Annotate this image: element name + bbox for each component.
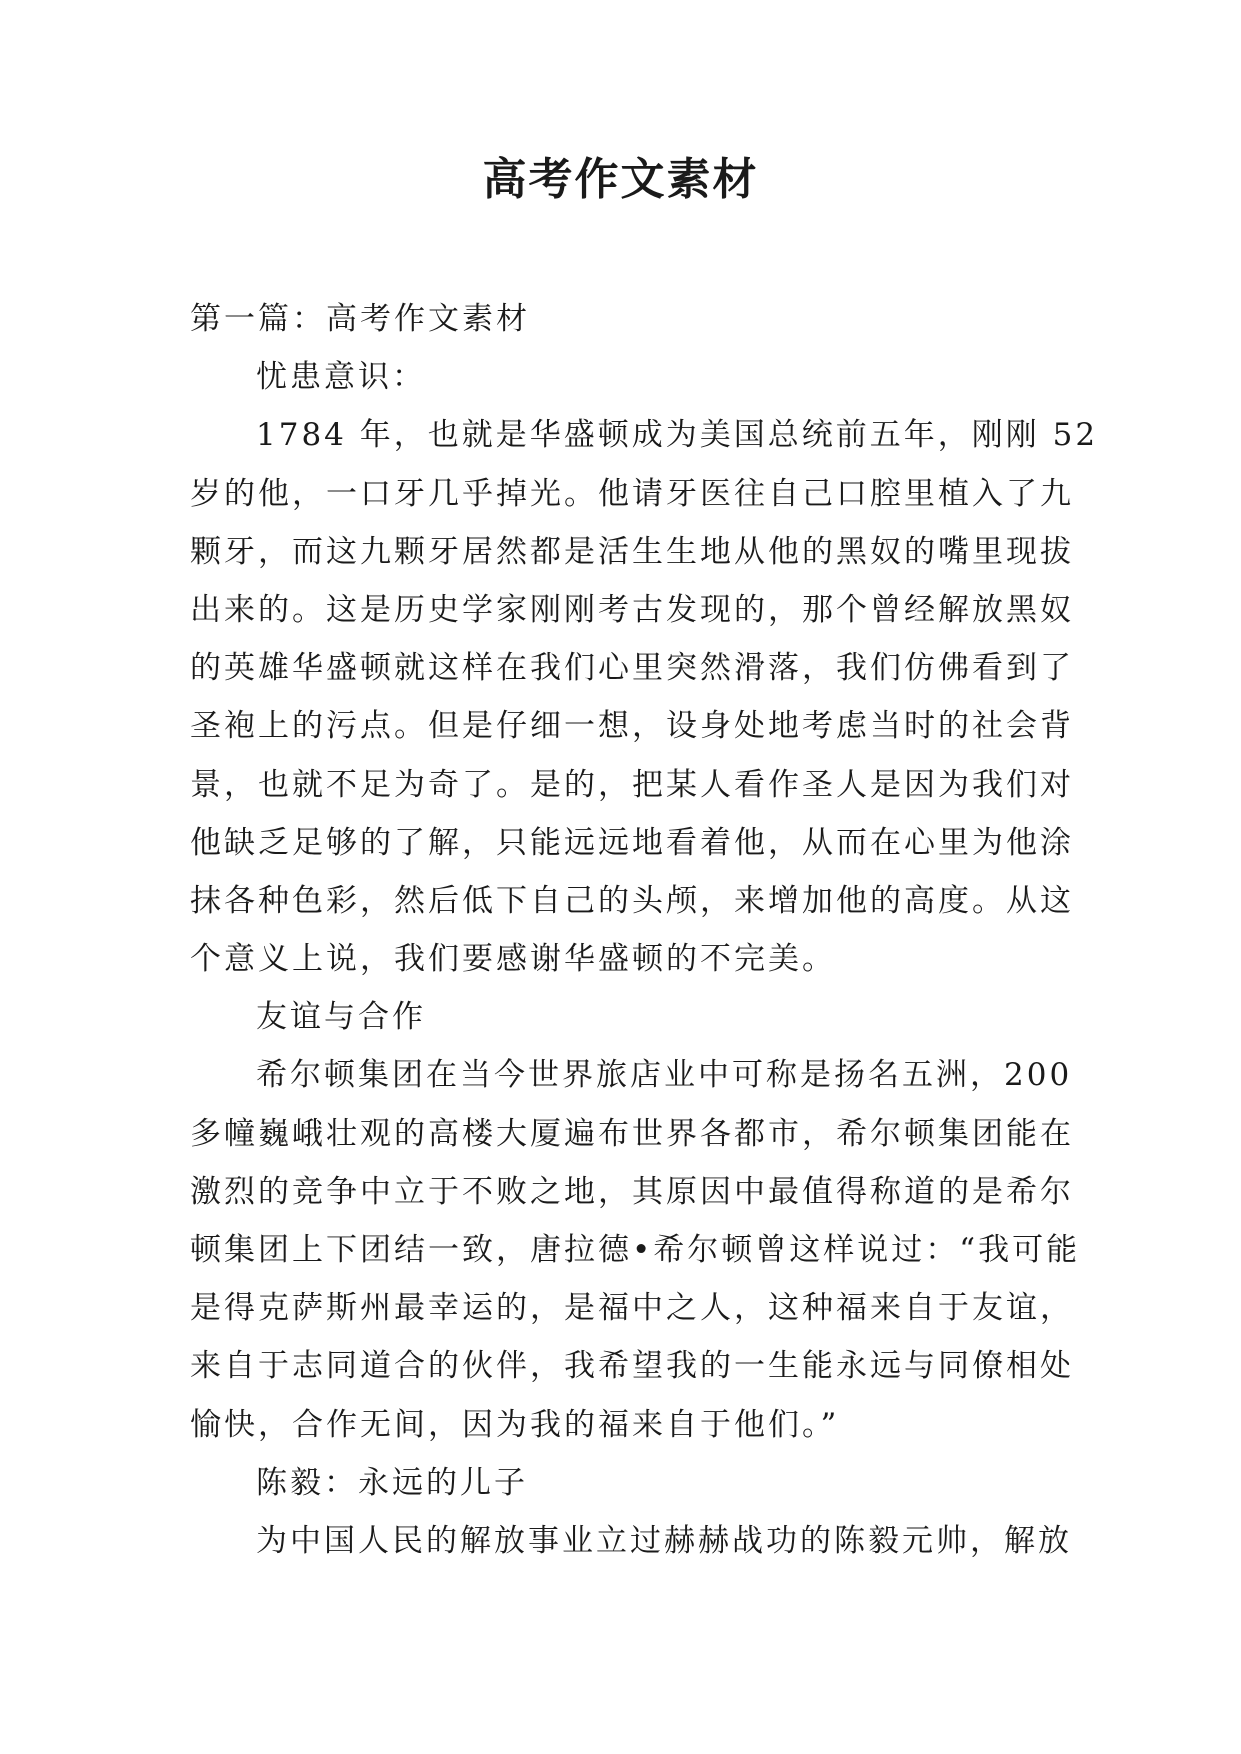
text-line: 的英雄华盛顿就这样在我们心里突然滑落，我们仿佛看到了 <box>190 650 1074 687</box>
text-line: 1784 年，也就是华盛顿成为美国总统前五年，刚刚 52 <box>256 417 1099 454</box>
subheading-youhuan: 忧患意识： <box>256 359 426 396</box>
text-line: 来自于志同道合的伙伴，我希望我的一生能永远与同僚相处 <box>190 1348 1074 1385</box>
text-line: 颗牙，而这九颗牙居然都是活生生地从他的黑奴的嘴里现拔 <box>190 533 1074 570</box>
text-line: 景，也就不足为奇了。是的，把某人看作圣人是因为我们对 <box>190 766 1074 803</box>
text-line: 愉快，合作无间，因为我的福来自于他们。” <box>190 1406 840 1443</box>
document-body <box>190 290 1099 1570</box>
document-title: 高考作文素材 <box>482 154 759 205</box>
subheading-chenyi: 陈毅：永远的儿子 <box>256 1464 528 1501</box>
text-line: 顿集团上下团结一致，唐拉德•希尔顿曾这样说过：“我可能 <box>190 1232 1081 1268</box>
text-line: 他缺乏足够的了解，只能远远地看着他，从而在心里为他涂 <box>190 824 1074 861</box>
text-line: 圣袍上的污点。但是仔细一想，设身处地考虑当时的社会背 <box>190 708 1074 745</box>
text-line: 岁的他，一口牙几乎掉光。他请牙医往自己口腔里植入了九 <box>190 475 1074 512</box>
text-line: 个意义上说，我们要感谢华盛顿的不完美。 <box>190 941 836 978</box>
section-heading-part-one: 第一篇：高考作文素材 <box>190 301 530 337</box>
text-line: 希尔顿集团在当今世界旅店业中可称是扬名五洲，200 <box>256 1057 1073 1094</box>
text-line: 抹各种色彩，然后低下自己的头颅，来增加他的高度。从这 <box>190 882 1074 919</box>
text-line: 激烈的竞争中立于不败之地，其原因中最值得称道的是希尔 <box>190 1173 1074 1210</box>
text-line: 为中国人民的解放事业立过赫赫战功的陈毅元帅，解放 <box>256 1522 1072 1559</box>
text-line: 多幢巍峨壮观的高楼大厦遍布世界各都市，希尔顿集团能在 <box>190 1115 1074 1152</box>
text-line: 出来的。这是历史学家刚刚考古发现的，那个曾经解放黑奴 <box>190 591 1074 628</box>
subheading-friendship: 友谊与合作 <box>256 999 426 1036</box>
text-line: 是得克萨斯州最幸运的，是福中之人，这种福来自于友谊， <box>190 1290 1074 1327</box>
